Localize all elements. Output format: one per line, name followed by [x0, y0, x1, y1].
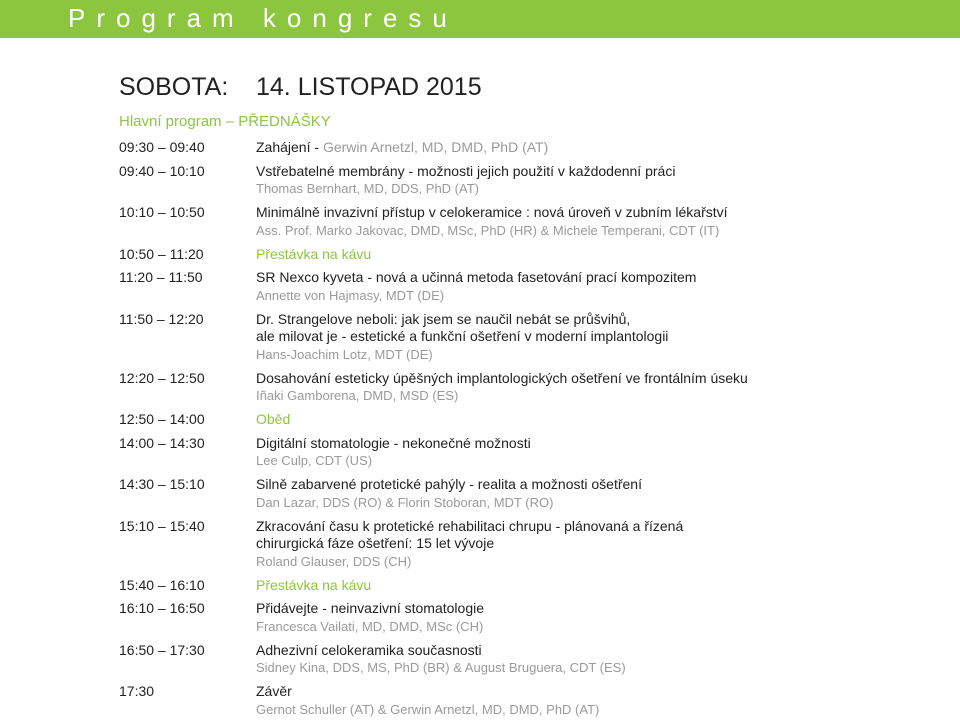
entry-content	[256, 204, 949, 240]
program-entry	[119, 370, 949, 406]
entry-speaker: Hans-Joachim Lotz, MDT (DE)	[256, 346, 433, 362]
entry-title: Adhezivní celokeramika současnosti	[256, 641, 482, 658]
entry-time: 10:50 – 11:20	[119, 245, 204, 262]
entry-time: 12:20 – 12:50	[119, 369, 205, 386]
entry-speaker: Roland Glauser, DDS (CH)	[256, 553, 412, 569]
entry-content	[256, 518, 949, 571]
entry-content	[256, 246, 949, 264]
entry-time: 14:30 – 15:10	[119, 476, 205, 492]
entry-content	[256, 476, 949, 512]
entry-time: 15:40 – 16:10	[119, 576, 205, 593]
entry-title: Vstřebatelné membrány - možnosti jejich použití v každodenní práci	[256, 162, 676, 179]
program-entry	[119, 269, 949, 305]
entry-content	[256, 163, 949, 199]
entry-time: 16:10 – 16:50	[119, 600, 205, 616]
entry-content	[256, 435, 949, 471]
entry-speaker: Ass. Prof. Marko Jakovac, DMD, MSc, PhD (HR) & Michele Temperani, CDT (IT)	[256, 222, 720, 238]
section-subtitle: Hlavní program – PŘEDNÁŠKY	[119, 113, 331, 130]
entry-content	[256, 600, 949, 636]
entry-title-speaker: Gerwin Arnetzl, MD, DMD, PhD (AT)	[322, 139, 549, 155]
entry-speaker: Thomas Bernhart, MD, DDS, PhD (AT)	[256, 181, 479, 196]
day-label: SOBOTA:	[119, 73, 229, 101]
entry-content	[256, 642, 949, 678]
entry-title-line2: chirurgická fáze ošetření: 15 let vývoje	[256, 535, 495, 551]
page-title: Program kongresu	[68, 3, 458, 33]
entry-content	[256, 269, 949, 305]
program-entry-break	[119, 246, 949, 264]
program-entry-break	[119, 577, 949, 595]
entry-title: Silně zabarvené protetické pahýly - realita a možnosti ošetření	[256, 476, 642, 492]
program-entry	[119, 163, 949, 199]
entry-time: 17:30	[119, 683, 155, 699]
entry-content	[256, 577, 949, 595]
program-entry	[119, 518, 949, 571]
header-banner	[0, 0, 960, 38]
entry-speaker: Iñaki Gamborena, DMD, MSD (ES)	[256, 388, 459, 403]
entry-content	[256, 683, 949, 719]
entry-time: 09:30 – 09:40	[119, 139, 205, 155]
entry-title: Dosahování esteticky úpěšných implantologických ošetření ve frontálním úseku	[256, 369, 748, 386]
program-entry	[119, 642, 949, 678]
program-entry	[119, 139, 949, 157]
entry-title: Zkracování času k protetické rehabilitaci chrupu - plánovaná a řízená	[256, 517, 684, 534]
entry-speaker: Gernot Schuller (AT) & Gerwin Arnetzl, MD, DMD, PhD (AT)	[256, 701, 600, 717]
entry-title: Minimálně invazivní přístup v celokeramice : nová úroveň v zubním lékařství	[256, 204, 728, 220]
entry-time: 14:00 – 14:30	[119, 434, 205, 451]
entry-title-lead: Zahájení -	[256, 139, 323, 155]
program-entry-lunch	[119, 411, 949, 429]
entry-content	[256, 411, 949, 429]
entry-time: 16:50 – 17:30	[119, 641, 205, 658]
entry-speaker: Annette von Hajmasy, MDT (DE)	[256, 287, 445, 303]
entry-title-break: Přestávka na kávu	[256, 245, 372, 262]
entry-content	[256, 370, 949, 406]
day-heading	[119, 71, 482, 103]
entry-time: 09:40 – 10:10	[119, 162, 205, 179]
program-entry	[119, 204, 949, 240]
entry-time: 10:10 – 10:50	[119, 204, 205, 220]
entry-title: Dr. Strangelove neboli: jak jsem se naučil nebát se průšvihů,	[256, 310, 631, 327]
entry-time: 11:50 – 12:20	[119, 310, 204, 327]
program-entry	[119, 476, 949, 512]
entry-speaker: Lee Culp, CDT (US)	[256, 453, 373, 468]
entry-speaker: Dan Lazar, DDS (RO) & Florin Stoboran, MDT (RO)	[256, 494, 554, 510]
program-entry	[119, 435, 949, 471]
entry-title-line2: ale milovat je - estetické a funkční ošetření v moderní implantologii	[256, 328, 669, 344]
entry-title: Přidávejte - neinvazivní stomatologie	[256, 600, 485, 616]
entry-title-break: Přestávka na kávu	[256, 576, 372, 593]
entry-time: 11:20 – 11:50	[119, 269, 203, 285]
entry-speaker: Francesca Vailati, MD, DMD, MSc (CH)	[256, 618, 484, 634]
entry-title: SR Nexco kyveta - nová a učinná metoda fasetování prací kompozitem	[256, 269, 697, 285]
entry-time: 12:50 – 14:00	[119, 411, 205, 427]
program-entry	[119, 683, 949, 719]
entry-title: Závěr	[256, 683, 292, 699]
entry-title: Digitální stomatologie - nekonečné možnosti	[256, 434, 531, 451]
entry-content	[256, 311, 949, 364]
entry-title-lunch: Oběd	[256, 411, 291, 427]
entry-content	[256, 139, 949, 157]
entry-speaker: Sidney Kina, DDS, MS, PhD (BR) & August Bruguera, CDT (ES)	[256, 660, 626, 675]
day-date: 14. LISTOPAD 2015	[256, 73, 482, 101]
program-entry	[119, 311, 949, 364]
entry-time: 15:10 – 15:40	[119, 517, 205, 534]
program-entry	[119, 600, 949, 636]
program-list	[119, 139, 949, 725]
entry-title	[256, 139, 949, 157]
